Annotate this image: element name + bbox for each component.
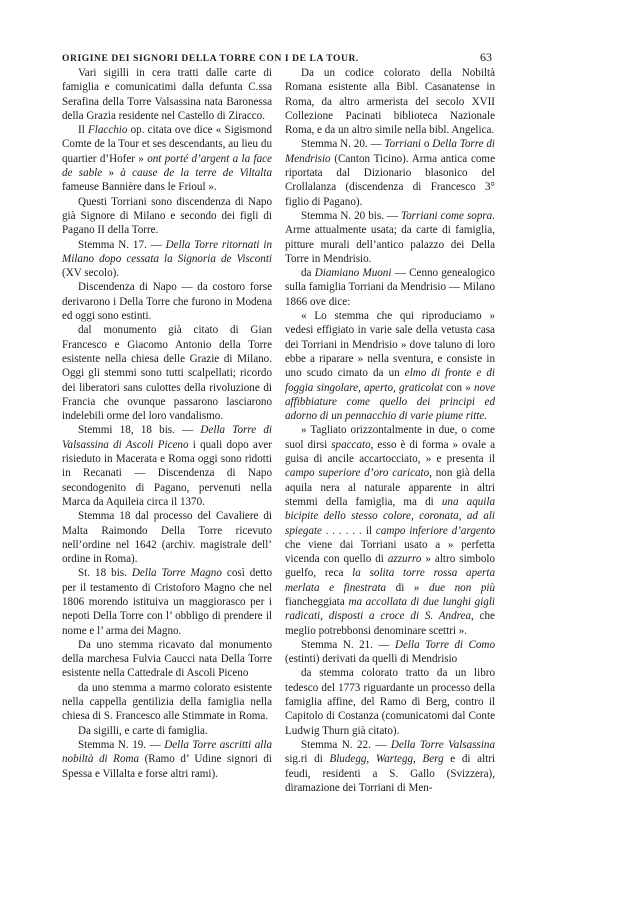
paragraph: Da uno stemma ricavato dal monumento della marchesa Fulvia Caucci nata Della Torre esistente nella Cattedrale di Ascoli Piceno (62, 638, 272, 680)
paragraph: St. 18 bis. Della Torre Magno così detto per il testamento di Cristoforo Magno che nel 1806 morendo istituiva un maggiorasco per i nepoti Della Torre con l’ obbligo di prendere il nome e l’ arma dei Magno. (62, 567, 272, 637)
paragraph: da Diamiano Muoni — Cenno genealogico sulla famiglia Torriani da Mendrisio — Milano 1866 ove dice: (285, 267, 495, 308)
paragraph: Stemma 18 dal processo del Cavaliere di Malta Raimondo Della Torre ricevuto nell’ordine nel 1642 (archiv. magistrale dell’ ordine in Roma). (62, 510, 272, 566)
paragraph: da stemma colorato tratto da un libro tedesco del 1773 riguardante un processo della famiglia affine, del Ramo di Berg, contro il Capitolo di Costanza (comunicatomi dal Conte Ludwig Thurn già citato). (285, 667, 495, 737)
paragraph: Stemma N. 19. — Della Torre ascritti alla nobiltà di Roma (Ramo d’ Udine signori di Spessa e Villalta e forse altri rami). (62, 738, 272, 780)
paragraph: Stemmi 18, 18 bis. — Della Torre di Valsassina di Ascoli Piceno i quali dopo aver risieduto in Macerata e Roma oggi sono ridotti in Recanati — Discendenza di Napo secondogenito di Pagano, pervenuti nella Marca da Aquileia circa il 1370. (62, 424, 272, 508)
page-number: 63 (480, 50, 492, 64)
paragraph: « Lo stemma che qui riproduciamo » vedesi effigiato in varie sale della vetusta casa dei Torriani in Mendrisio » dove taluno di loro ebbe a riparare » nella sventura, e consiste in uno scudo cimato da un elmo di fronte e di foggia singolare, aperto, graticolat con » nove affibbiature come quello dei principi ed adorno di un pennacchio di varie piume ritte. (285, 310, 495, 423)
left-column (62, 66, 272, 781)
paragraph: dal monumento già citato di Gian Francesco e Giacomo Antonio della Torre esistente nella chiesa delle Grazie di Milano. Oggi gli stemmi sono tutti scalpellati; ricordo dei liberatori sans culottes della rivoluzione di Francia che ovunque passarono lasciarono indelebili orme del loro vandalismo. (62, 324, 272, 423)
paragraph: Stemma N. 22. — Della Torre Valsassina sig.ri di Bludegg, Wartegg, Berg e di altri feudi, residenti a S. Gallo (Svizzera), diramazione dei Torriani di Men- (285, 738, 496, 794)
right-column (285, 66, 495, 795)
paragraph: Questi Torriani sono discendenza di Napo già Signore di Milano e secondo dei figli di Pagano II della Torre. (62, 195, 272, 237)
paragraph: Da sigilli, e carte di famiglia. (78, 724, 208, 737)
paragraph: Stemma N. 21. — Della Torre di Como (estinti) derivati da quelli di Mendrisio (285, 638, 495, 666)
paragraph: Stemma N. 20 bis. — Torriani come sopra. Arme attualmente usata; da carte di famiglia, pitture murali dell’antico palazzo dei Della Torre in Mendrisio. (285, 209, 496, 265)
paragraph: Vari sigilli in cera tratti dalle carte di famiglia e comunicatimi dalla defunta C.ssa Serafina della Torre Valsassina nata Baronessa della Grazia residente nel Castello di Ziracco. (62, 67, 272, 122)
running-title: ORIGINE DEI SIGNORI DELLA TORRE CON I DE LA TOUR. (62, 54, 359, 64)
paragraph: Discendenza di Napo — da costoro forse derivarono i Della Torre che furono in Modena ed oggi sono estinti. (62, 281, 272, 323)
paragraph: » Tagliato orizzontalmente in due, o come suol dirsi spaccato, esso è di forma » ovale a guisa di ancile accartocciato, » e presenta il campo superiore d’oro caricato, non già della aquila nera al naturale apparente in altri stemmi della famiglia, ma di una aquila bicipite dello stesso colore, coronata, ad ali spiegate . . . . . . il campo inferiore d’argento che viene dai Torriani usato a » perfetta vicenda con quello di azzurro » altro simbolo guelfo, reca la solita torre rossa aperta merlata e finestrata di » due non più fiancheggiata ma accollata di due lunghi gigli radicati, disposti a croce di S. Andrea, che meglio potrebbonsi denominare scettri ». (285, 424, 496, 637)
paragraph: Stemma N. 17. — Della Torre ritornati in Milano dopo cessata la Signoria de Visconti (XV secolo). (62, 238, 273, 280)
paragraph: Il Flacchio op. citata ove dice « Sigismond Comte de la Tour et ses descendants, au lieu du quartier d’Hofer » ont porté d’argent a la face de sable » à cause de la terre de Viltalta fameuse Bannière dans le Frioul ». (62, 124, 272, 194)
paragraph: Da un codice colorato della Nobiltà Romana esistente alla Bibl. Casanatense in Roma, da altro armerista del secolo XVII Collezione Pacinati biblioteca Nazionale Roma, e da un altro simile nella bibl. Angelica. (285, 67, 495, 137)
paragraph: da uno stemma a marmo colorato esistente nella cappella gentilizia della famiglia nella chiesa di S. Francesco alle Stimmate in Roma. (62, 681, 272, 723)
paragraph: Stemma N. 20. — Torriani o Della Torre di Mendrisio (Canton Ticino). Arma antica come riportata dal Dizionario blasonico del Crollalanza (discendenza di Francesco 3° figlio di Pagano). (285, 138, 495, 208)
page-header (62, 50, 492, 66)
